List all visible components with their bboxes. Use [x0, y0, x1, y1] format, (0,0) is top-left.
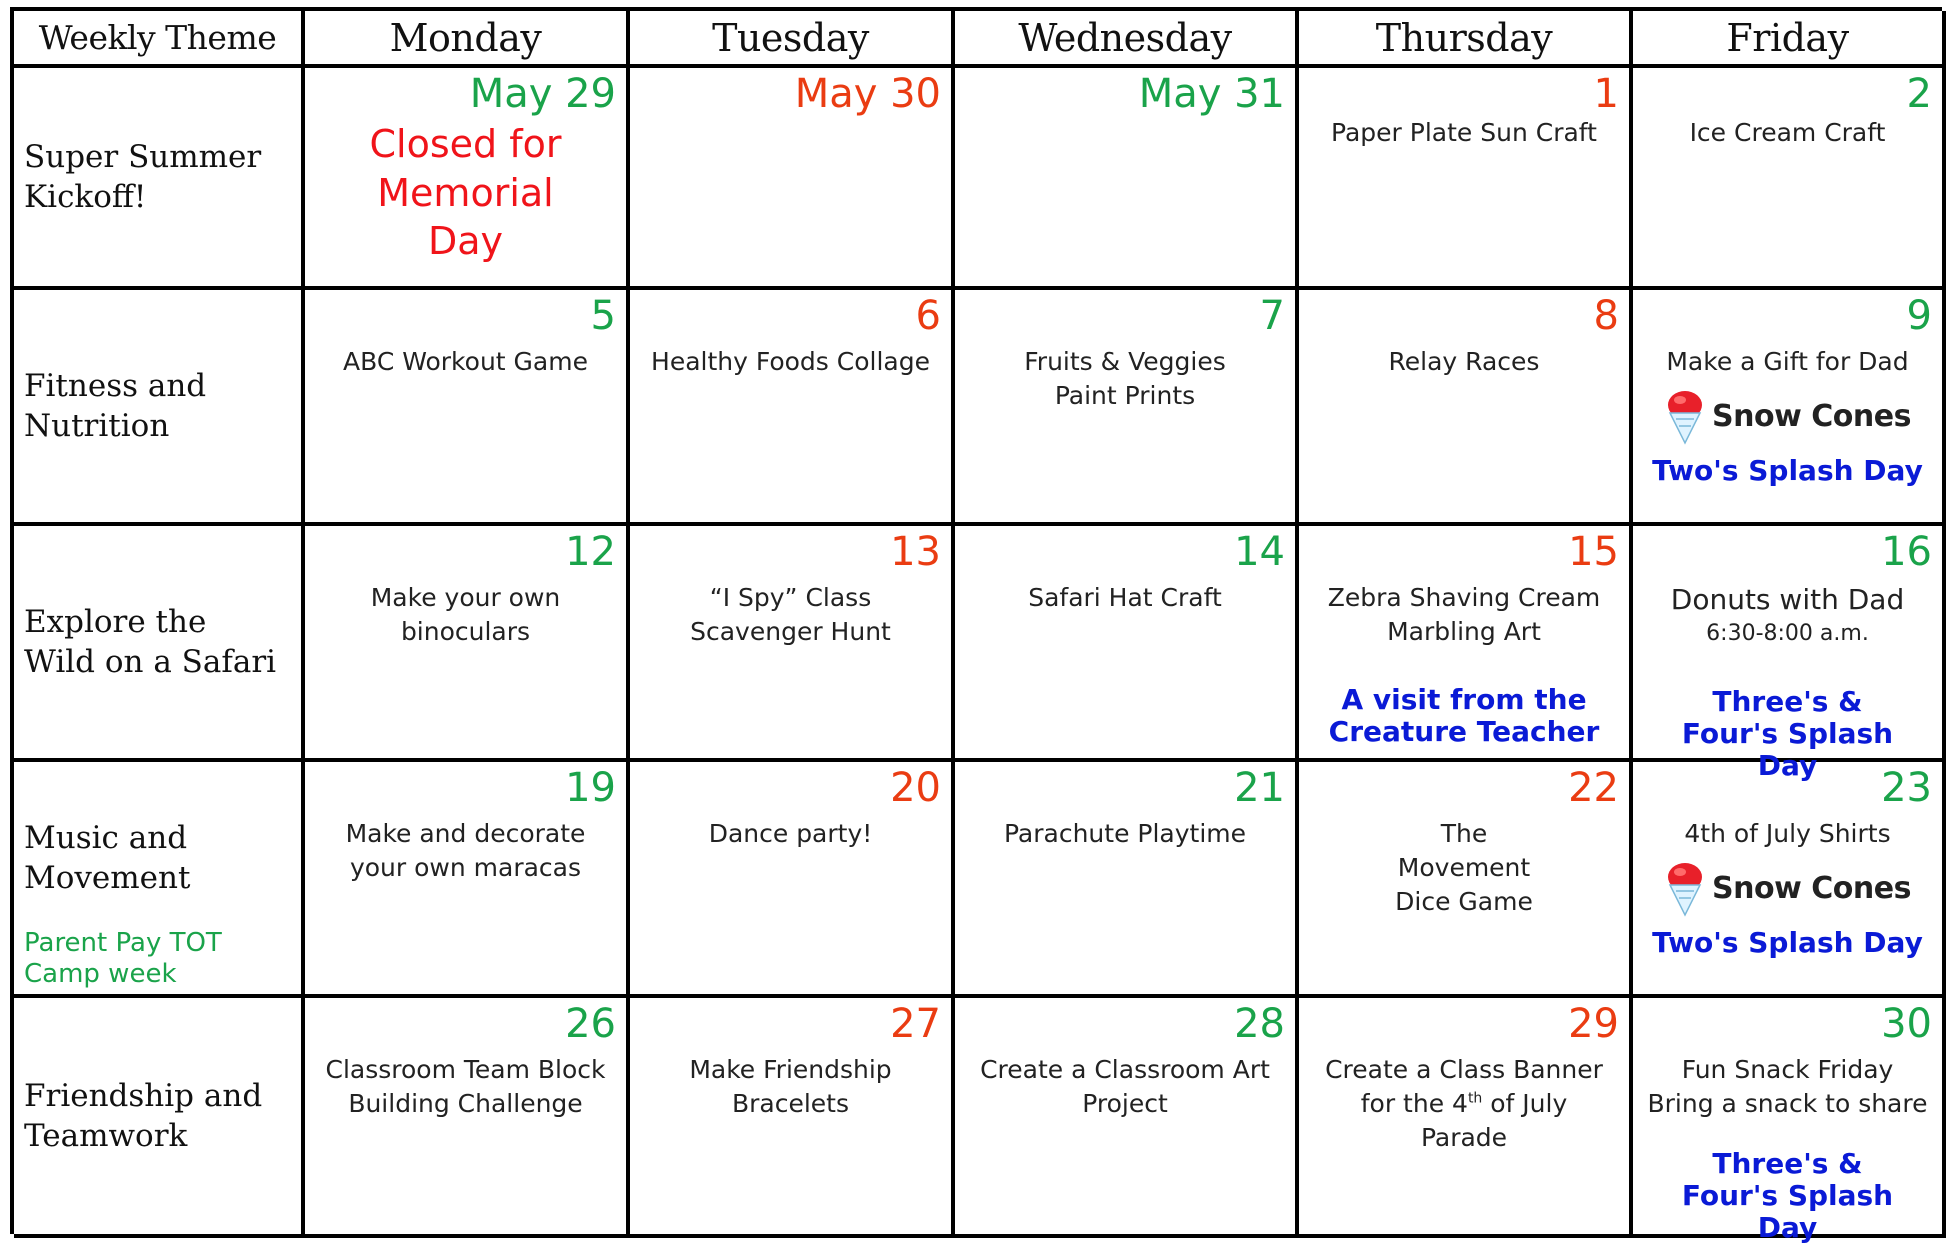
day-cell [305, 998, 630, 1238]
day-number: May 30 [794, 71, 941, 117]
day-number: 16 [1881, 529, 1932, 575]
day-cell [955, 998, 1299, 1238]
activity-text: Fruits & Veggies Paint Prints [1024, 347, 1226, 410]
day-cell [305, 762, 630, 998]
day-cell [955, 290, 1299, 526]
activity-text: “I Spy” Class Scavenger Hunt [690, 583, 891, 646]
day-number: 13 [890, 529, 941, 575]
day-cell [630, 68, 955, 290]
activity-text: Donuts with Dad [1670, 583, 1905, 616]
friday-content [1637, 817, 1938, 959]
closed-notice: Closed for Memorial Day [369, 122, 562, 264]
snow-cones-label [1637, 861, 1938, 917]
day-cell [630, 526, 955, 762]
activity-text: Relay Races [1388, 347, 1540, 376]
day-number: 14 [1234, 529, 1285, 575]
header-thursday: Thursday [1299, 11, 1633, 68]
day-number: 9 [1906, 293, 1932, 339]
time-text: 6:30-8:00 a.m. [1706, 620, 1869, 646]
activity-text: Make Friendship Bracelets [689, 1055, 892, 1118]
week-theme [14, 290, 305, 526]
day-cell [1633, 68, 1946, 290]
splash-day-label: Two's Splash Day [1652, 453, 1923, 487]
theme-label: Fitness and Nutrition [24, 367, 207, 444]
day-cell [955, 68, 1299, 290]
header-wednesday: Wednesday [955, 11, 1299, 68]
weekly-calendar [10, 7, 1942, 1245]
activity-text: 4th of July Shirts [1684, 819, 1891, 848]
day-cell [305, 290, 630, 526]
activity-text: Fun Snack Friday Bring a snack to share [1647, 1055, 1928, 1118]
activity-text: Zebra Shaving Cream Marbling Art [1327, 583, 1601, 646]
day-number: 5 [590, 293, 616, 339]
week-theme [14, 762, 305, 998]
header-friday: Friday [1633, 11, 1946, 68]
week-theme [14, 998, 305, 1238]
header-tuesday: Tuesday [630, 11, 955, 68]
day-cell [630, 998, 955, 1238]
friday-content [1637, 345, 1938, 487]
day-cell [305, 68, 630, 290]
splash-day-label: Two's Splash Day [1652, 925, 1923, 959]
day-cell [1299, 68, 1633, 290]
activity-text: Parachute Playtime [1003, 819, 1247, 848]
day-number: 22 [1568, 765, 1619, 811]
activity-text: Make a Gift for Dad [1666, 347, 1909, 376]
week-theme [14, 526, 305, 762]
day-number: 2 [1906, 71, 1932, 117]
parent-pay-note: Parent Pay TOT Camp week [24, 927, 222, 989]
activity-text: Make your own binoculars [370, 583, 561, 646]
day-number: 27 [890, 1001, 941, 1047]
friday-content [1637, 581, 1938, 648]
activity-text: Ice Cream Craft [1689, 118, 1886, 147]
snow-cone-icon [1664, 861, 1706, 917]
activity-text: Dance party! [708, 819, 873, 848]
day-number: 6 [915, 293, 941, 339]
day-number: 12 [565, 529, 616, 575]
day-number: 19 [565, 765, 616, 811]
day-cell [1633, 526, 1946, 783]
activity-text: ABC Workout Game [343, 347, 588, 376]
day-number: 28 [1234, 1001, 1285, 1047]
day-number: 8 [1593, 293, 1619, 339]
snow-cones-label [1637, 389, 1938, 445]
day-cell [305, 526, 630, 762]
splash-day-label: Three's & Four's Splash Day [1681, 1147, 1894, 1245]
snow-cones-text: Snow Cones [1712, 398, 1911, 434]
day-cell [1299, 762, 1633, 998]
day-number: 1 [1593, 71, 1619, 117]
day-cell [1633, 290, 1946, 526]
day-cell [630, 762, 955, 998]
day-cell [1633, 998, 1946, 1245]
activity-text: Paper Plate Sun Craft [1331, 118, 1597, 147]
theme-label: Music and Movement [24, 819, 191, 896]
day-number: 23 [1881, 765, 1932, 811]
day-number: 30 [1881, 1001, 1932, 1047]
activity-text: Safari Hat Craft [1028, 583, 1222, 612]
day-cell [955, 526, 1299, 762]
theme-label: Super Summer Kickoff! [24, 138, 262, 215]
splash-day-label: Three's & Four's Splash Day [1681, 685, 1894, 783]
activity-text: Classroom Team Block Building Challenge [325, 1055, 606, 1118]
snow-cones-text: Snow Cones [1712, 870, 1911, 906]
activity-text: Make and decorate your own maracas [345, 819, 586, 882]
day-number: 26 [565, 1001, 616, 1047]
activity-text [1303, 1053, 1625, 1154]
theme-label: Friendship and Teamwork [24, 1077, 263, 1154]
day-cell [1299, 290, 1633, 526]
day-number: 29 [1568, 1001, 1619, 1047]
day-cell [630, 290, 955, 526]
theme-label: Explore the Wild on a Safari [24, 603, 277, 680]
day-cell [1299, 526, 1633, 762]
activity-text-part: of July Parade [1420, 1088, 1568, 1152]
day-number: 21 [1234, 765, 1285, 811]
snow-cone-icon [1664, 389, 1706, 445]
day-number: 7 [1259, 293, 1285, 339]
activity-text: Healthy Foods Collage [651, 347, 930, 376]
day-number: May 29 [469, 71, 616, 117]
week-theme [14, 68, 305, 290]
activity-text: Create a Classroom Art Project [980, 1055, 1270, 1118]
ordinal-suffix: th [1467, 1090, 1483, 1107]
day-number: 20 [890, 765, 941, 811]
activity-text: The Movement Dice Game [1395, 819, 1533, 916]
creature-teacher-label: A visit from the Creature Teacher [1328, 683, 1600, 749]
day-number: May 31 [1138, 71, 1285, 117]
header-weekly-theme: Weekly Theme [14, 11, 305, 68]
day-cell [1299, 998, 1633, 1238]
day-cell [1633, 762, 1946, 998]
day-number: 15 [1568, 529, 1619, 575]
header-monday: Monday [305, 11, 630, 68]
day-cell [955, 762, 1299, 998]
activity-text-part: Create a Class Banner for the 4 [1325, 1055, 1603, 1118]
